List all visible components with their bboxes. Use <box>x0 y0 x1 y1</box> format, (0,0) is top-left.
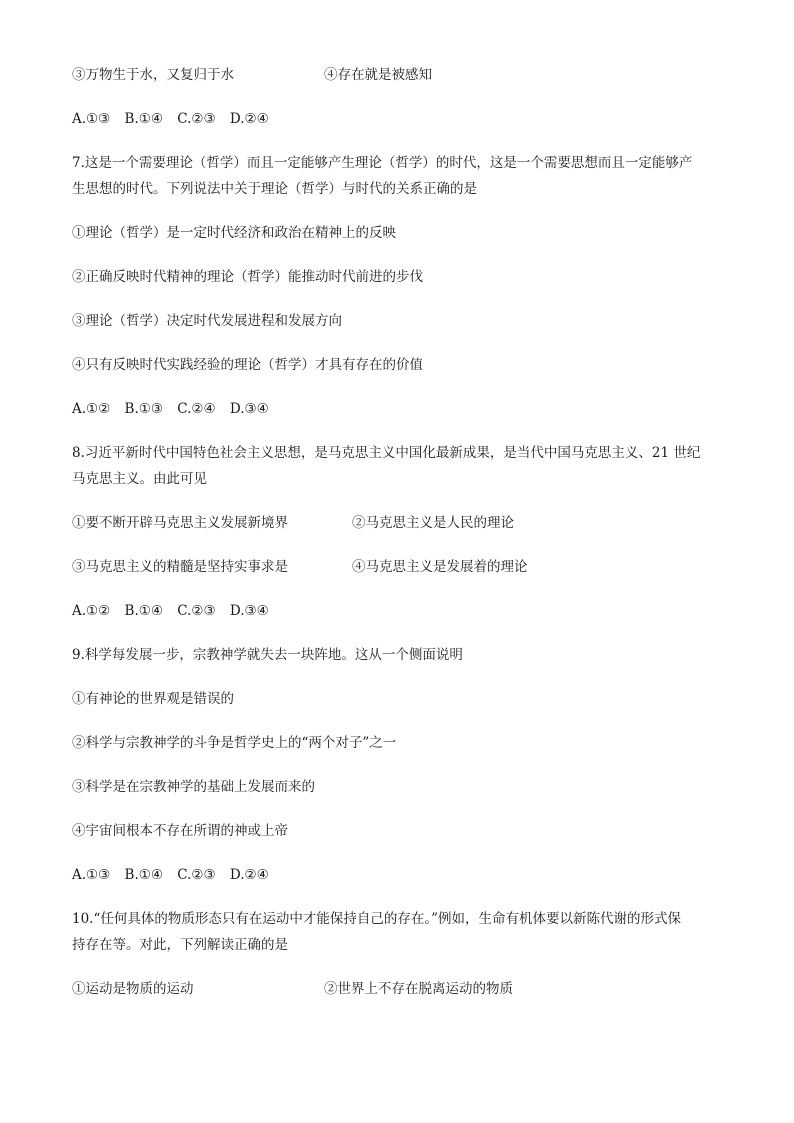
q7-stem-line-1: 7.这是一个需要理论（哲学）而且一定能够产生理论（哲学）的时代，这是一个需要思想而且一定能够产 <box>72 155 693 171</box>
q8-stem-line-1: 8.习近平新时代中国特色社会主义思想，是马克思主义中国化最新成果，是当代中国马克思主义、21 世纪 <box>72 445 701 461</box>
q6-answer-choices <box>72 108 732 130</box>
document-page <box>72 64 732 1022</box>
q8-answer-a: A.①② <box>72 603 111 619</box>
q8-answer-choices <box>72 600 732 622</box>
q7-answer-b: B.①③ <box>124 401 163 417</box>
q10-options-row-1 <box>72 978 732 1000</box>
q9-option-2: ②科学与宗教神学的斗争是哲学史上的“两个对子”之一 <box>72 735 397 751</box>
q9-option-4: ④宇宙间根本不存在所谓的神或上帝 <box>72 823 288 839</box>
q6-answer-d: D.②④ <box>229 111 269 127</box>
q9-stem: 9.科学每发展一步，宗教神学就失去一块阵地。这从一个侧面说明 <box>72 647 463 663</box>
q9-answer-b: B.①④ <box>124 867 163 883</box>
q7-answer-c: C.②④ <box>177 401 216 417</box>
q9-option-3: ③科学是在宗教神学的基础上发展而来的 <box>72 779 315 795</box>
q6-options-row-2 <box>72 64 732 86</box>
q6-answer-b: B.①④ <box>124 111 163 127</box>
q6-option-3: ③万物生于水，又复归于水 <box>72 67 234 83</box>
q10-option-2: ②世界上不存在脱离运动的物质 <box>324 981 513 997</box>
q6-answer-c: C.②③ <box>177 111 216 127</box>
q6-answer-a: A.①③ <box>72 111 111 127</box>
q9-answer-c: C.②③ <box>177 867 216 883</box>
q8-options-row-2 <box>72 556 732 578</box>
q7-answer-choices <box>72 398 732 420</box>
q7-option-4: ④只有反映时代实践经验的理论（哲学）才具有存在的价值 <box>72 357 423 373</box>
q7-answer-a: A.①② <box>72 401 111 417</box>
q10-stem-line-1: 10.“任何具体的物质形态只有在运动中才能保持自己的存在。”例如，生命有机体要以新陈代谢的形式保 <box>72 911 682 927</box>
q8-options-row-1 <box>72 512 732 534</box>
q10-stem-line-2: 持存在等。对此，下列解读正确的是 <box>72 937 288 953</box>
q9-option-1: ①有神论的世界观是错误的 <box>72 691 234 707</box>
q8-answer-d: D.③④ <box>229 603 269 619</box>
q9-answer-choices <box>72 864 732 886</box>
q7-option-3: ③理论（哲学）决定时代发展进程和发展方向 <box>72 313 342 329</box>
q8-option-4: ④马克思主义是发展着的理论 <box>352 559 528 575</box>
q8-stem-line-2: 马克思主义。由此可见 <box>72 471 207 487</box>
q10-option-1: ①运动是物质的运动 <box>72 981 194 997</box>
q7-answer-d: D.③④ <box>229 401 269 417</box>
q6-option-4: ④存在就是被感知 <box>324 67 432 83</box>
q7-stem-line-2: 生思想的时代。下列说法中关于理论（哲学）与时代的关系正确的是 <box>72 181 477 197</box>
q9-answer-a: A.①③ <box>72 867 111 883</box>
q8-answer-c: C.②③ <box>177 603 216 619</box>
q7-option-1: ①理论（哲学）是一定时代经济和政治在精神上的反映 <box>72 225 396 241</box>
q8-answer-b: B.①④ <box>124 603 163 619</box>
q8-option-1: ①要不断开辟马克思主义发展新境界 <box>72 515 288 531</box>
q8-option-2: ②马克思主义是人民的理论 <box>352 515 514 531</box>
q9-answer-d: D.②④ <box>229 867 269 883</box>
q7-option-2: ②正确反映时代精神的理论（哲学）能推动时代前进的步伐 <box>72 269 423 285</box>
q8-option-3: ③马克思主义的精髓是坚持实事求是 <box>72 559 288 575</box>
